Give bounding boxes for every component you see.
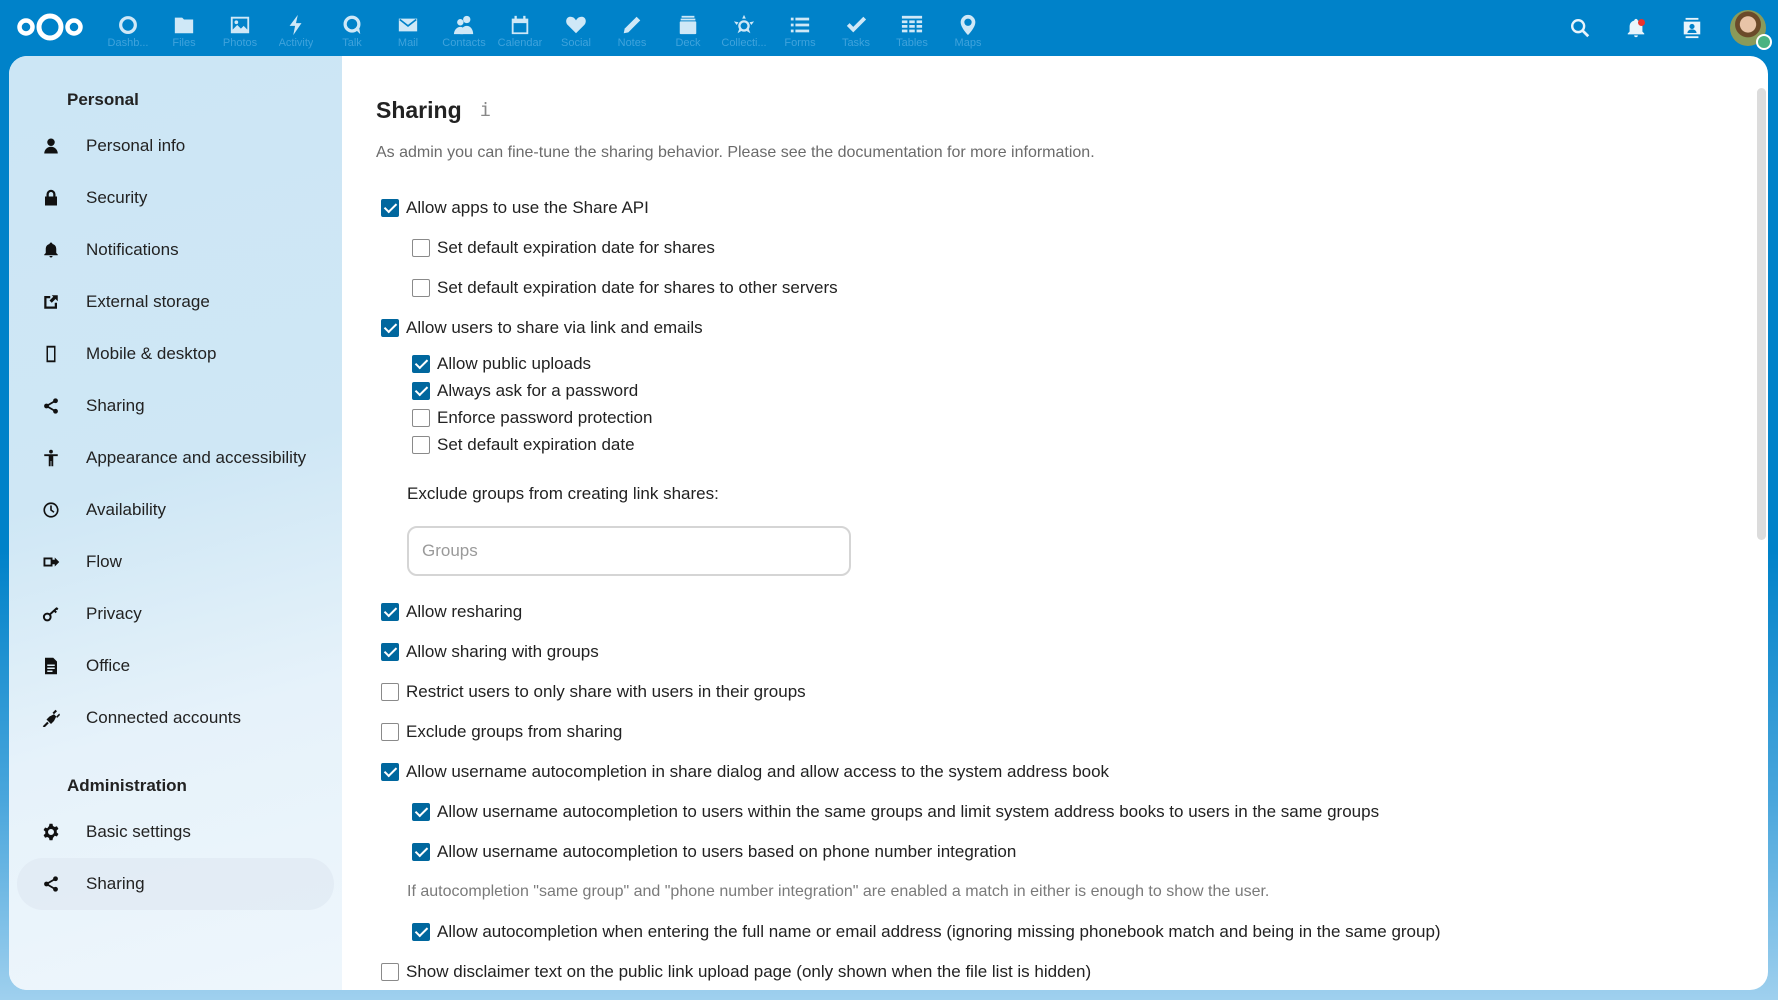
map-pin-icon <box>957 14 979 36</box>
accessibility-icon <box>41 448 61 468</box>
dashboard-icon <box>117 14 139 36</box>
list-icon <box>789 14 811 36</box>
app-label: Files <box>172 37 196 49</box>
checkbox-label: Set default expiration date for shares to other servers <box>437 278 838 297</box>
phone-icon <box>41 344 61 364</box>
sharing-settings <box>342 56 1768 990</box>
checkbox-unchecked-icon <box>412 279 430 297</box>
checkbox-checked-icon <box>381 763 399 781</box>
checkbox-checked-icon <box>412 382 430 400</box>
checkbox-checked-icon <box>381 319 399 337</box>
main-panel <box>9 56 1768 990</box>
mail-icon <box>397 14 419 36</box>
sidebar-item-personal-info[interactable] <box>17 120 334 172</box>
external-link-icon <box>41 292 61 312</box>
autocomplete-checkbox[interactable] <box>376 752 1768 792</box>
sidebar-item-privacy[interactable] <box>17 588 334 640</box>
checkbox-label: Exclude groups from sharing <box>406 722 623 741</box>
sidebar-item-appearance[interactable] <box>17 432 334 484</box>
checkbox-label: Allow username autocompletion to users within the same groups and limit system address books to users in the same groups <box>437 802 1380 821</box>
autocomplete-groups-checkbox[interactable] <box>376 792 1768 832</box>
key-icon <box>41 604 61 624</box>
checkbox-checked-icon <box>412 843 430 861</box>
share-icon <box>41 874 61 894</box>
app-calendar[interactable] <box>492 0 548 56</box>
sidebar-item-personal-sharing[interactable] <box>17 380 334 432</box>
lock-icon <box>41 188 61 208</box>
talk-icon <box>341 14 363 36</box>
groups-input[interactable] <box>407 526 851 576</box>
notifications-button[interactable] <box>1608 0 1664 56</box>
settings-sidebar <box>9 56 342 990</box>
checkbox-unchecked-icon <box>412 409 430 427</box>
app-label: Forms <box>784 37 816 49</box>
app-tables[interactable] <box>884 0 940 56</box>
app-activity[interactable] <box>268 0 324 56</box>
app-label: Social <box>561 37 591 49</box>
autocomplete-hint: If autocompletion "same group" and "phone number integration" are enabled a match in either is enough to show the user. <box>407 883 1270 900</box>
avatar[interactable] <box>1730 10 1766 46</box>
user-icon <box>41 136 61 156</box>
checkbox-label: Restrict users to only share with users in their groups <box>406 682 806 701</box>
checkbox-label: Always ask for a password <box>437 380 639 400</box>
checkbox-checked-icon <box>412 803 430 821</box>
app-label: Dashb... <box>107 37 149 49</box>
disclaimer-checkbox[interactable] <box>376 952 1768 990</box>
clock-icon <box>41 500 61 520</box>
contacts-menu-button[interactable] <box>1664 0 1720 56</box>
collectives-icon <box>733 14 755 36</box>
autocomplete-full-checkbox[interactable] <box>376 912 1768 952</box>
app-label: Collecti... <box>721 37 767 49</box>
sidebar-caption-personal: Personal <box>67 90 139 109</box>
app-photos[interactable] <box>212 0 268 56</box>
gear-icon <box>41 822 61 842</box>
checkbox-checked-icon <box>412 355 430 373</box>
app-label: Photos <box>222 37 258 49</box>
exclude-groups-checkbox[interactable] <box>376 712 1768 752</box>
checkbox-label: Set default expiration date <box>437 434 635 454</box>
sidebar-item-label: Sharing <box>86 396 145 415</box>
app-files[interactable] <box>156 0 212 56</box>
checkbox-unchecked-icon <box>412 239 430 257</box>
scrollbar[interactable] <box>1757 88 1766 540</box>
app-talk[interactable] <box>324 0 380 56</box>
checkbox-label: Allow username autocompletion in share dialog and allow access to the system address book <box>406 762 1110 781</box>
checkbox-label: Allow users to share via link and emails <box>406 318 703 337</box>
app-contacts[interactable] <box>436 0 492 56</box>
app-mail[interactable] <box>380 0 436 56</box>
app-label: Tables <box>896 37 928 49</box>
sidebar-item-connected-accounts[interactable] <box>17 692 334 744</box>
heart-icon <box>565 14 587 36</box>
contacts-menu-icon <box>1681 17 1703 39</box>
checkbox-label: Allow autocompletion when entering the full name or email address (ignoring missing phonebook match and being in the same group) <box>437 922 1441 941</box>
checkbox-label: Allow apps to use the Share API <box>406 198 649 217</box>
info-icon[interactable]: i <box>479 99 492 121</box>
sidebar-item-label: Notifications <box>86 240 179 259</box>
sidebar-item-mobile-desktop[interactable] <box>17 328 334 380</box>
checkbox-label: Show disclaimer text on the public link upload page (only shown when the file list is hidden) <box>406 962 1092 981</box>
share-icon <box>41 396 61 416</box>
sidebar-item-label: Flow <box>86 552 122 571</box>
app-notes[interactable] <box>604 0 660 56</box>
app-label: Tasks <box>841 37 871 49</box>
app-forms[interactable] <box>772 0 828 56</box>
app-menu <box>100 0 996 56</box>
flow-icon <box>41 552 61 572</box>
search-icon <box>1569 17 1591 39</box>
app-dashboard[interactable] <box>100 0 156 56</box>
search-button[interactable] <box>1552 0 1608 56</box>
nextcloud-logo[interactable] <box>15 10 85 44</box>
sidebar-item-admin-sharing[interactable] <box>17 858 334 910</box>
top-bar <box>0 0 1778 56</box>
sidebar-item-label: External storage <box>86 292 210 311</box>
deck-icon <box>677 14 699 36</box>
share-api-checkbox[interactable] <box>376 188 1768 228</box>
checkbox-checked-icon <box>381 603 399 621</box>
checkbox-checked-icon <box>381 643 399 661</box>
document-icon <box>41 656 61 676</box>
checkbox-label: Allow resharing <box>406 602 523 621</box>
checkbox-unchecked-icon <box>381 963 399 981</box>
exclude-link-groups-label: Exclude groups from creating link shares: <box>407 484 719 503</box>
header-actions <box>1552 0 1778 56</box>
bell-icon <box>41 240 61 260</box>
contacts-icon <box>453 14 475 36</box>
app-label: Activity <box>278 37 314 49</box>
sidebar-item-flow[interactable] <box>17 536 334 588</box>
sidebar-item-office[interactable] <box>17 640 334 692</box>
online-status-icon <box>1756 34 1772 50</box>
checkbox-label: Allow public uploads <box>437 353 592 373</box>
checkbox-label: Allow sharing with groups <box>406 642 599 661</box>
app-label: Contacts <box>442 37 486 49</box>
checkbox-unchecked-icon <box>381 683 399 701</box>
sidebar-item-basic-settings[interactable] <box>17 806 334 858</box>
link-shares-checkbox[interactable] <box>376 308 1768 348</box>
plug-icon <box>41 708 61 728</box>
default-expire-checkbox[interactable] <box>376 228 1768 268</box>
link-expire-checkbox[interactable] <box>376 431 1768 458</box>
image-icon <box>229 14 251 36</box>
folder-icon <box>173 14 195 36</box>
lightning-icon <box>285 14 307 36</box>
checkbox-checked-icon <box>381 199 399 217</box>
app-maps[interactable] <box>940 0 996 56</box>
autocomplete-phone-checkbox[interactable] <box>376 832 1768 872</box>
pencil-icon <box>621 14 643 36</box>
public-uploads-checkbox[interactable] <box>376 350 1768 377</box>
checkbox-unchecked-icon <box>381 723 399 741</box>
sidebar-item-notifications[interactable] <box>17 224 334 276</box>
table-icon <box>901 14 923 36</box>
sidebar-item-label: Appearance and accessibility <box>86 448 307 467</box>
checkbox-label: Set default expiration date for shares <box>437 238 715 257</box>
default-expire-remote-checkbox[interactable] <box>376 268 1768 308</box>
restrict-groups-checkbox[interactable] <box>376 672 1768 712</box>
sidebar-item-security[interactable] <box>17 172 334 224</box>
calendar-icon <box>509 14 531 36</box>
enforce-password-checkbox[interactable] <box>376 404 1768 431</box>
app-label: Deck <box>675 37 701 49</box>
sidebar-item-label: Mobile & desktop <box>86 344 217 363</box>
checkbox-label: Enforce password protection <box>437 407 653 427</box>
sidebar-item-label: Privacy <box>86 604 142 623</box>
sidebar-item-availability[interactable] <box>17 484 334 536</box>
ask-password-checkbox[interactable] <box>376 377 1768 404</box>
app-label: Calendar <box>497 37 543 49</box>
app-deck[interactable] <box>660 0 716 56</box>
app-label: Talk <box>342 37 362 49</box>
section-description: As admin you can fine-tune the sharing behavior. Please see the documentation for more information. <box>376 144 1095 161</box>
sidebar-item-label: Office <box>86 656 131 675</box>
sidebar-item-label: Basic settings <box>86 822 191 841</box>
sidebar-item-external-storage[interactable] <box>17 276 334 328</box>
app-label: Notes <box>617 37 647 49</box>
notification-badge <box>1638 19 1645 26</box>
app-label: Mail <box>397 37 419 49</box>
check-icon <box>845 14 867 36</box>
sidebar-caption-administration: Administration <box>67 776 187 795</box>
sidebar-item-label: Sharing <box>86 874 145 893</box>
group-sharing-checkbox[interactable] <box>376 632 1768 672</box>
checkbox-unchecked-icon <box>412 436 430 454</box>
app-social[interactable] <box>548 0 604 56</box>
sidebar-item-label: Connected accounts <box>86 708 241 727</box>
page-title: Sharing <box>376 96 462 123</box>
sidebar-item-label: Availability <box>86 500 167 519</box>
checkbox-label: Allow username autocompletion to users based on phone number integration <box>437 842 1017 861</box>
app-collectives[interactable] <box>716 0 772 56</box>
sidebar-item-label: Security <box>86 188 148 207</box>
app-tasks[interactable] <box>828 0 884 56</box>
checkbox-checked-icon <box>412 923 430 941</box>
app-label: Maps <box>954 37 982 49</box>
sidebar-item-label: Personal info <box>86 136 186 155</box>
resharing-checkbox[interactable] <box>376 592 1768 632</box>
